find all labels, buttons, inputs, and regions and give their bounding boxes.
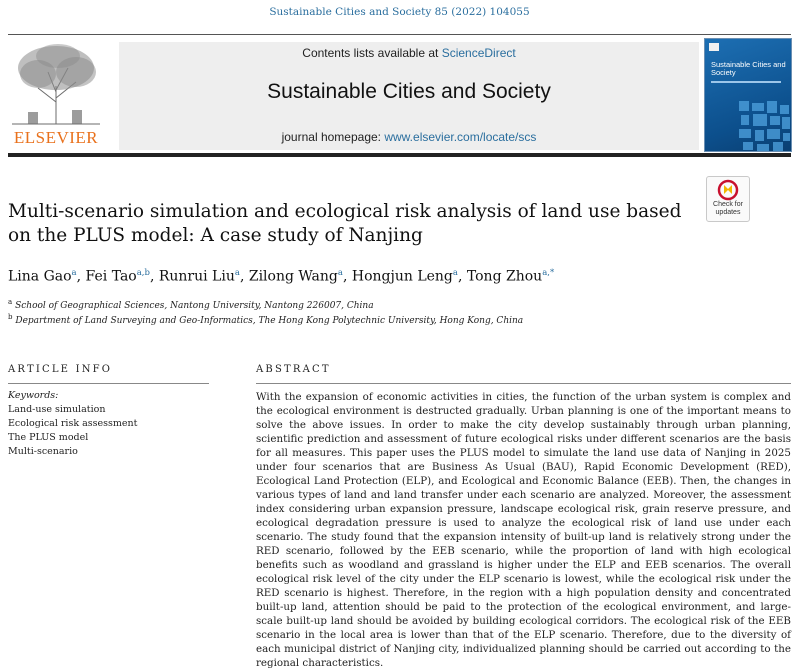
affiliation-text: School of Geographical Sciences, Nantong University, Nantong 226007, China	[15, 301, 374, 311]
article-info-heading: ARTICLE INFO	[8, 364, 113, 375]
affiliation	[8, 298, 708, 311]
abstract-rule	[256, 383, 791, 384]
cover-publisher-icon	[709, 43, 719, 51]
author-affiliation-mark[interactable]: a	[71, 268, 77, 278]
author-separator: ,	[342, 268, 352, 285]
sciencedirect-link[interactable]: ScienceDirect	[441, 46, 516, 60]
author-list	[8, 268, 708, 285]
journal-homepage-link[interactable]: www.elsevier.com/locate/scs	[384, 130, 537, 144]
keyword: Ecological risk assessment	[8, 418, 138, 429]
author-separator: ,	[457, 268, 467, 285]
crossmark-icon	[717, 179, 739, 201]
header-bottom-rule	[8, 153, 791, 157]
journal-cover-image[interactable]	[704, 38, 792, 152]
author-separator: ,	[76, 268, 86, 285]
author-name[interactable]: Zilong Wang	[248, 268, 338, 285]
header-top-rule	[8, 34, 791, 35]
affiliation-text: Department of Land Surveying and Geo-Informatics, The Hong Kong Polytechnic University, Hong Kong, China	[15, 316, 524, 326]
author-affiliation-mark[interactable]: a	[337, 268, 343, 278]
journal-citation[interactable]: Sustainable Cities and Society 85 (2022) 104055	[269, 6, 530, 18]
author-affiliation-mark[interactable]: a,b	[136, 268, 150, 278]
cover-title: Sustainable Cities and Society	[711, 60, 786, 77]
author-name[interactable]: Hongjun Leng	[351, 268, 453, 285]
contents-line	[119, 46, 699, 60]
author-name[interactable]: Tong Zhou	[466, 268, 543, 285]
abstract-heading: ABSTRACT	[256, 364, 331, 375]
crossmark-label: Check for updates	[713, 201, 743, 216]
author-affiliation-mark[interactable]: a	[452, 268, 458, 278]
author-separator: ,	[239, 268, 249, 285]
article-title: Multi-scenario simulation and ecological risk analysis of land use based on the PLUS model: A case study of Nanjing	[8, 201, 682, 246]
keywords-label: Keywords:	[8, 390, 59, 401]
keyword: Land-use simulation	[8, 404, 106, 415]
contents-prefix: Contents lists available at	[302, 46, 442, 60]
author-affiliation-mark[interactable]: a	[234, 268, 240, 278]
affiliation	[8, 313, 708, 326]
journal-title: Sustainable Cities and Society	[267, 80, 551, 103]
cover-subtitle-bar	[711, 81, 781, 83]
homepage-prefix: journal homepage:	[281, 130, 385, 144]
abstract-text: With the expansion of economic activities in cities, the function of the urban system is complex and the ecological environment is destructed gradually. Urban planning is one of the important means to solve the above issues. In order to make the city develop sustainably through urban planning, scientific prediction and assessment of future ecological risks under different scenarios are the basis for all measures. This paper uses the PLUS model to simulate the land use data of Nanjing in 2025 under four scenarios that are Business As Usual (BAU), Rapid Economic Development (RED), Ecological Land Protection (ELP), and Ecological and Economic Balance (EEB). Then, the changes in various types of land and land transfer under each scenario are analyzed. Moreover, the assessment index considering urban expansion pressure, landscape ecological risk, grain reserve pressure, and ecological degradation pressure is used to analyze the ecological risk of land use under each scenario. The study found that the expansion intensity of built-up land is relatively strong under the RED scenario, followed by the EEB scenario, while the proportion of land with high ecological benefits such as woodland and grassland is higher under the ELP and EEB scenarios. The overall ecological risk level of the city under the ELP scenario is lowest, while the ecological risk under the RED scenario is highest. Therefore, in the region with a high population density and concentrated built-up land, attention should be paid to the protection of the ecological environment, and large-scale built-up land should be avoided by building ecological corridors. The ecological risk of the EEB scenario in the local area is lower than that of the ELP scenario. Therefore, due to the diversity of each municipal district of Nanjing city, individualized planning should be carried out according to the regional characteristics.	[256, 391, 791, 669]
author-name[interactable]: Runrui Liu	[158, 268, 235, 285]
author-separator: ,	[149, 268, 159, 285]
homepage-line	[119, 130, 699, 144]
journal-header-box	[119, 42, 699, 150]
publisher-name: ELSEVIER	[13, 128, 99, 147]
author-name[interactable]: Lina Gao	[8, 268, 72, 285]
affiliation-mark: b	[8, 313, 13, 321]
author-name[interactable]: Fei Tao	[85, 268, 137, 285]
keyword: The PLUS model	[8, 432, 89, 443]
author-affiliation-mark[interactable]: a,*	[542, 268, 555, 278]
cover-grid-graphic	[737, 99, 791, 151]
check-for-updates-badge[interactable]	[706, 176, 750, 222]
keyword: Multi-scenario	[8, 446, 78, 457]
affiliation-mark: a	[8, 298, 13, 306]
article-info-rule	[8, 383, 209, 384]
